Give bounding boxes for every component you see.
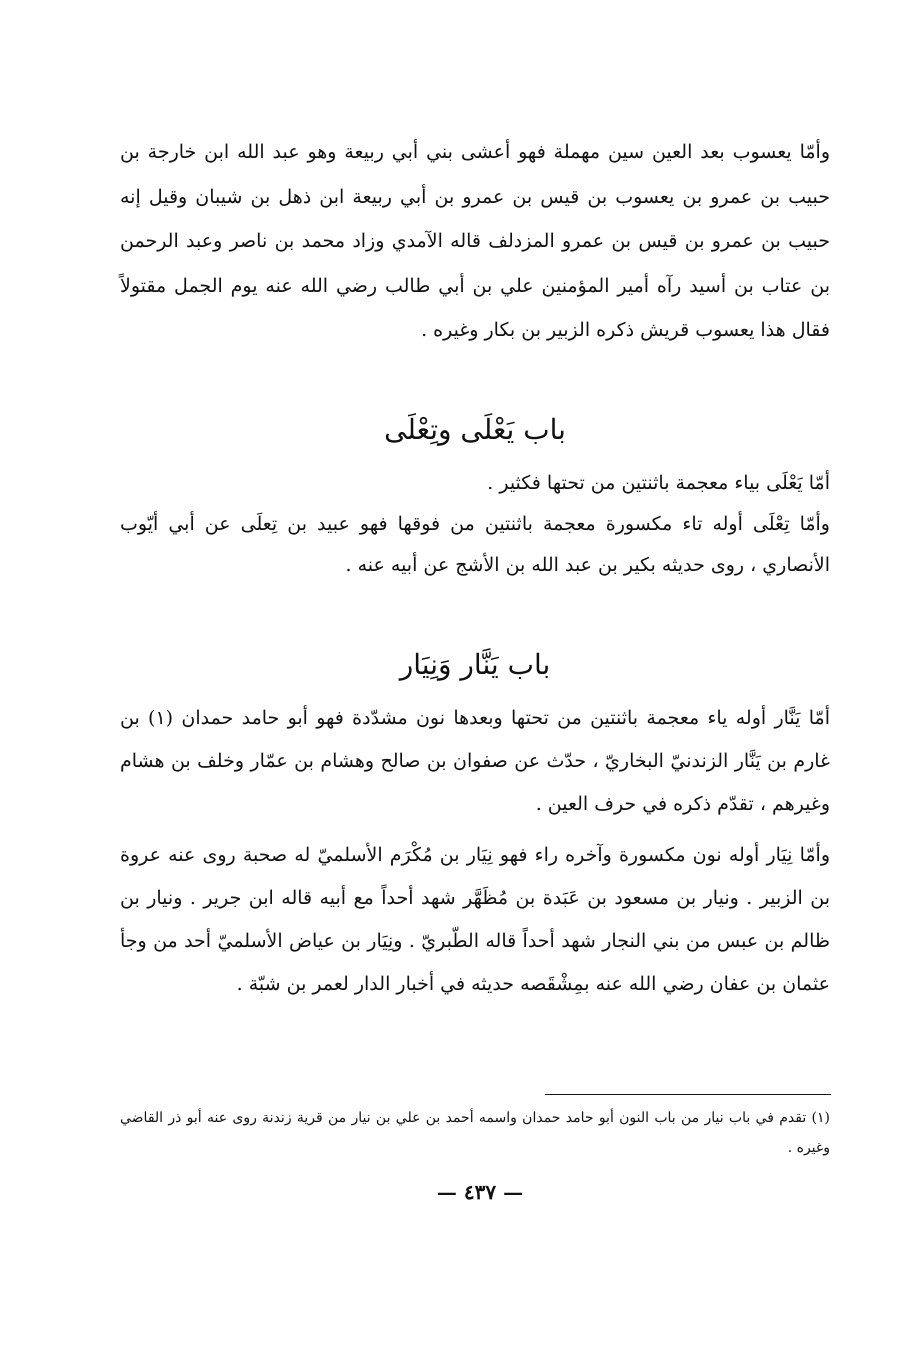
section-1-paragraph-1: أمّا يَعْلَى بياء معجمة باثنتين من تحتها فكثير .: [487, 472, 830, 494]
section-2-paragraph-1: أمّا يَنَّار أوله ياء معجمة باثنتين من تحتها وبعدها نون مشدّدة فهو أبو حامد حمدان (١) بن غارم بن يَنَّار الزندنيّ البخاريّ ، حدّث عن صفوان بن صالح وهشام بن عمّار وخلف بن هشام وغيرهم ، تقدّم ذكره في حرف العين .: [120, 707, 830, 815]
section-1-paragraph-2: وأمّا تِعْلَى أوله تاء مكسورة معجمة باثنتين من فوقها فهو عبيد بن تِعلَى عن أبي أيّوب الأنصاري ، روى حديثه بكير بن عبد الله بن الأشج عن أبيه عنه .: [120, 513, 830, 576]
page-number: — ٤٣٧ —: [436, 1180, 524, 1204]
intro-section: [120, 130, 830, 353]
footnote: (١) تقدم في باب نيار من باب النون أبو حامد حمدان واسمه أحمد بن علي بن نيار من قرية زندنة روى عنه أبو ذر القاضي وغيره .: [120, 1110, 830, 1156]
footnote-divider: [545, 1094, 831, 1095]
section-yannar-niyar: [120, 697, 830, 1006]
section-heading-yannar-niyar: باب يَنَّار وَنِيَار: [399, 648, 551, 681]
section-yala-tila: [120, 463, 830, 586]
intro-paragraph: وأمّا يعسوب بعد العين سين مهملة فهو أعشى بني أبي ربيعة وهو عبد الله ابن خارجة بن حبيب بن عمرو بن يعسوب بن قيس بن عمرو بن أبي ربيعة ابن ذهل بن شيبان وقيل إنه حبيب بن عمرو بن قيس بن عمرو المزدلف قاله الآمدي وزاد محمد بن ناصر وعبد الرحمن بن عتاب بن أسيد رآه أمير المؤمنين علي بن أبي طالب رضي الله عنه يوم الجمل مقتولاً فقال هذا يعسوب قريش ذكره الزبير بن بكار وغيره .: [120, 141, 830, 341]
section-2-paragraph-2: وأمّا نِيَار أوله نون مكسورة وآخره راء فهو نِيَار بن مُكْرَم الأسلميّ له صحبة روى عنه عروة بن الزبير . ونيار بن مسعود بن عَبَدة بن مُظَهَّر شهد أحداً مع أبيه قاله ابن جرير . ونيار بن ظالم بن عبس من بني النجار شهد أحداً قاله الطّبريّ . ونِيَار بن عياض الأسلميّ أحد من وجأ عثمان بن عفان رضي الله عنه بمِشْقَصه حديثه في أخبار الدار لعمر بن شبّة .: [120, 844, 830, 995]
section-heading-yala-tila: باب يَعْلَى وتِعْلَى: [384, 413, 566, 446]
